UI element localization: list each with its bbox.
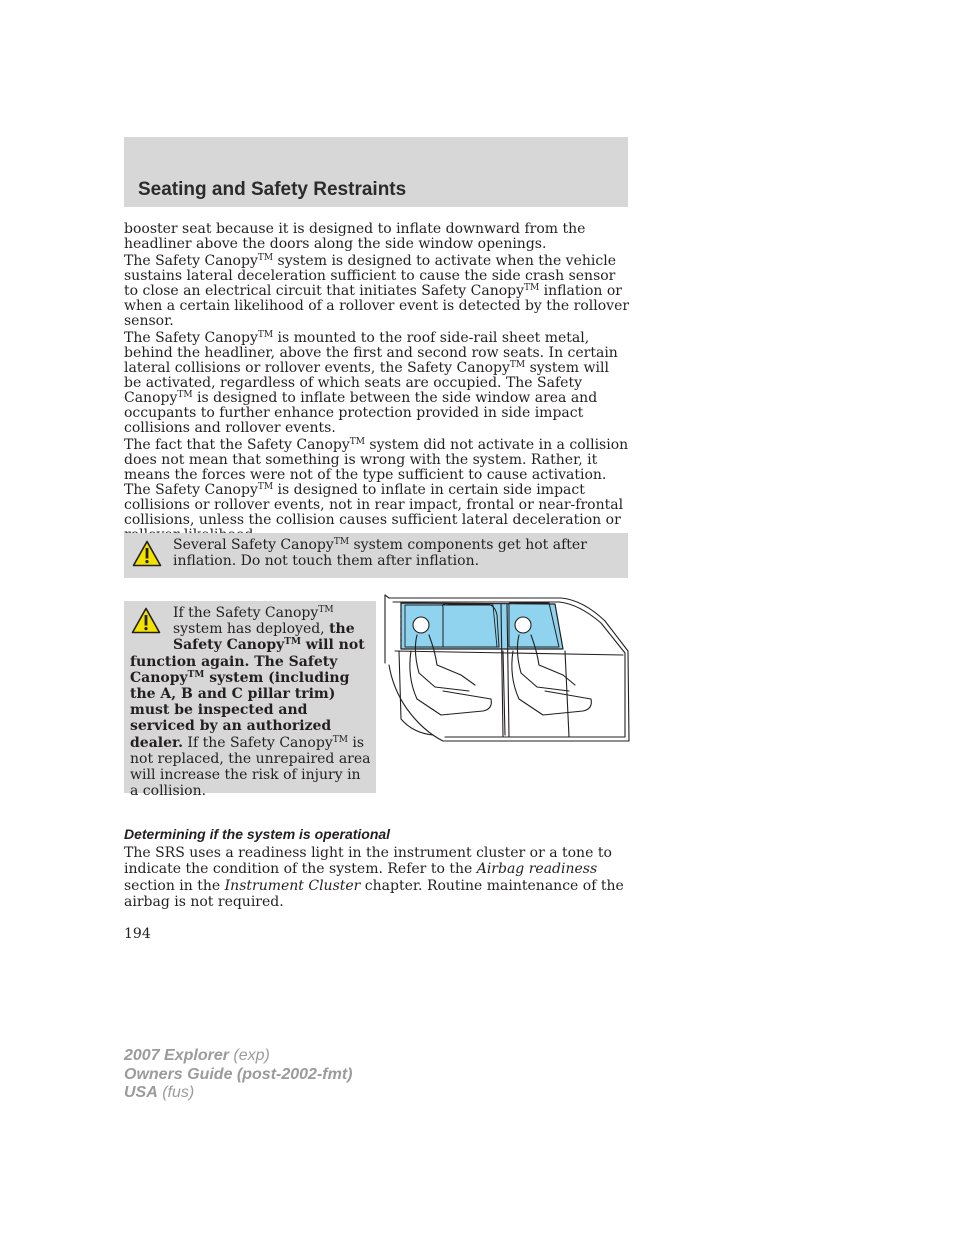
warning-text: Several Safety Canopy™ system components get hot after inflation. Do not touch them after inflation. — [173, 537, 587, 570]
cross-reference: Instrument Cluster — [224, 877, 361, 894]
warning-box-deployed — [124, 601, 376, 800]
footer-line-model: 2007 Explorer (exp) — [124, 1047, 270, 1064]
trademark-mark: TM — [257, 330, 274, 340]
footer-line-guide: Owners Guide (post-2002-fmt) — [124, 1065, 353, 1083]
document-footer — [124, 1047, 352, 1103]
trademark-mark: TM — [332, 734, 348, 745]
trademark-mark: TM — [524, 283, 540, 293]
paragraph-booster-seat: booster seat because it is designed to inflate downward from the headliner above the doors along the side window openings. — [124, 221, 586, 252]
warning-text: If the Safety Canopy™ system has deployed, the Safety Canopy™ will not function again. The Safety Canopy™ system (including the A, B and C pillar trim) must be inspected and serviced by an authorized dealer. If the Safety Canopy™ is not replaced, the unrepaired area will increase the risk of injury in a collision. — [130, 605, 371, 800]
trademark-mark: TM — [187, 669, 205, 680]
paragraph-activation: The Safety Canopy™ system is designed to activate when the vehicle sustains lateral deceleration sufficient to cause the side crash sensor to close an electrical circuit that initiates Safety Canopy™ inflation or when a certain likelihood of a rollover event is detected by the rollover sensor. — [124, 253, 630, 329]
trademark-mark: TM — [509, 360, 526, 370]
trademark-mark: TM — [318, 605, 334, 615]
paragraph-non-activation: The fact that the Safety Canopy™ system did not activate in a collision does not mean that something is wrong with the system. Rather, it means the forces were not of the type sufficient to cause activation. The Safety Canopy™ is designed to inflate in certain side impact collisions or rollover events, not in rear impact, frontal or near-frontal collisions, unless the collision causes sufficient lateral deceleration or — [124, 437, 629, 528]
trademark-mark: TM — [333, 537, 350, 547]
trademark-mark: TM — [177, 390, 193, 400]
trademark-mark: TM — [284, 637, 301, 648]
trademark-mark: TM — [349, 437, 365, 447]
warning-triangle-icon — [132, 540, 162, 571]
warning-box-hot-components — [124, 533, 628, 578]
warning-bold-text: the Safety Canopy™ will not function again. The Safety Canopy™ system (including the A, B and C pillar trim) must be inspected and serviced by an authorized dealer. — [130, 621, 365, 751]
paragraph-operational: The SRS uses a readiness light in the instrument cluster or a tone to indicate the condition of the system. Refer to the Airbag readiness section in the Instrument Cluster chapter. Routine maintenance of the airbag is not required. — [124, 845, 624, 910]
footer-line-market: USA (fus) — [124, 1084, 195, 1101]
cross-reference: Airbag readiness — [476, 861, 598, 878]
trademark-mark: TM — [257, 253, 274, 263]
section-title: Seating and Safety Restraints — [138, 179, 407, 200]
intro-text — [124, 222, 630, 545]
subheading-operational: Determining if the system is operational — [124, 826, 391, 842]
section-header-band — [124, 137, 628, 207]
safety-canopy-illustration — [383, 591, 631, 746]
paragraph-mounting: The Safety Canopy™ is mounted to the roof side-rail sheet metal, behind the headliner, above the first and second row seats. In certain lateral collisions or rollover events, the Safety Canopy™ system will be activated, regardless of which seats are occupied. The Safety Canopy™ is designed to inflate between the side window area and occupants to further enhance protection provided in side impact collisions and rollover events. — [124, 330, 618, 436]
operational-text — [124, 845, 630, 912]
page-number: 194 — [124, 926, 151, 942]
trademark-mark: TM — [257, 482, 274, 492]
